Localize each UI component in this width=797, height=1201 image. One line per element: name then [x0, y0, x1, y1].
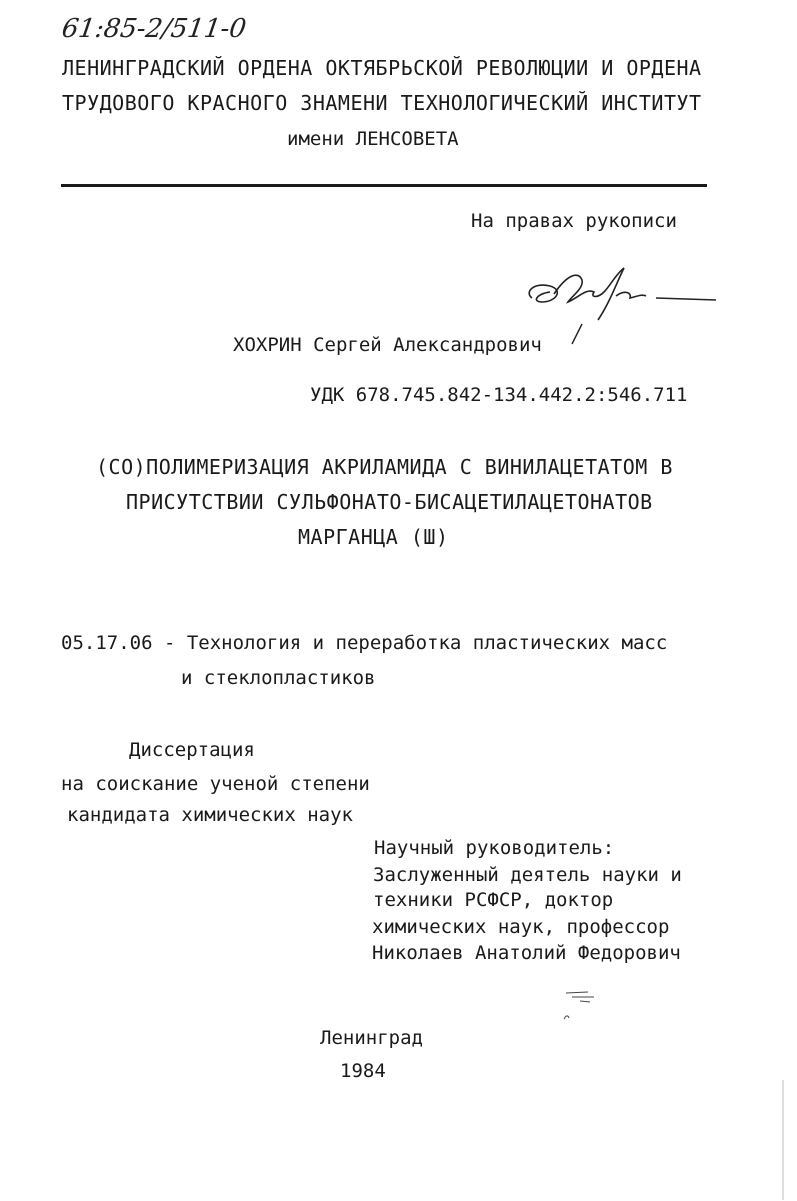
specialty-line-2: и стеклопластиков — [181, 667, 376, 689]
supervisor-line-2: Заслуженный деятель науки и — [373, 864, 682, 886]
archive-number: 61:85-2/511-0 — [59, 14, 249, 44]
city: Ленинград — [320, 1027, 423, 1049]
scan-edge-mark — [775, 1080, 791, 1200]
udc-code: УДК 678.745.842-134.442.2:546.711 — [310, 384, 688, 406]
institute-line-2: ТРУДОВОГО КРАСНОГО ЗНАМЕНИ ТЕХНОЛОГИЧЕСКИЙ ИНСТИТУТ — [62, 91, 702, 115]
signature-image — [520, 262, 720, 350]
title-line-1: (СО)ПОЛИМЕРИЗАЦИЯ АКРИЛАМИДА С ВИНИЛАЦЕТАТОМ В — [96, 455, 673, 479]
supervisor-line-3: техники РСФСР, доктор — [373, 889, 614, 911]
supervisor-line-5: Николаев Анатолий Федорович — [372, 942, 681, 964]
degree-line-3: кандидата химических наук — [67, 804, 353, 826]
manuscript-rights: На правах рукописи — [471, 210, 677, 232]
institute-line-3: имени ЛЕНСОВЕТА — [287, 128, 459, 150]
supervisor-line-4: химических наук, профессор — [372, 916, 670, 938]
author-name: ХОХРИН Сергей Александрович — [233, 334, 542, 356]
specialty-line-1: 05.17.06 - Технология и переработка пластических масс — [61, 632, 668, 654]
year: 1984 — [340, 1060, 386, 1082]
title-line-3: МАРГАНЦА (Ш) — [298, 525, 449, 549]
header-divider — [61, 184, 707, 187]
supervisor-line-1: Научный руководитель: — [374, 837, 615, 859]
scan-speck — [560, 985, 610, 1027]
title-line-2: ПРИСУТСТВИИ СУЛЬФОНАТО-БИСАЦЕТИЛАЦЕТОНАТОВ — [126, 490, 653, 514]
degree-line-1: Диссертация — [129, 739, 255, 761]
institute-line-1: ЛЕНИНГРАДСКИЙ ОРДЕНА ОКТЯБРЬСКОЙ РЕВОЛЮЦИИ И ОРДЕНА — [62, 56, 702, 80]
degree-line-2: на соискание ученой степени — [61, 773, 370, 795]
